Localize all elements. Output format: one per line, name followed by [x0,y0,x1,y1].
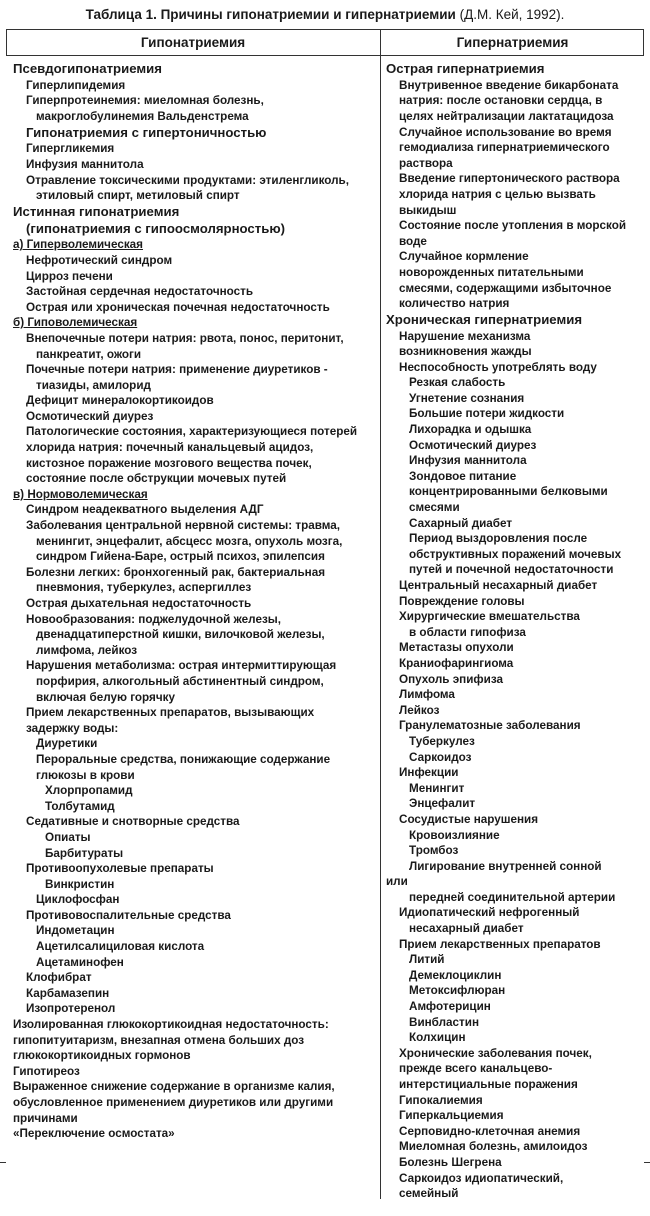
hypernatremia-line: Метастазы опухоли [399,641,514,655]
hypernatremia-line: Саркоидоз идиопатический, [399,1171,564,1185]
hyponatremia-line: Ацетилсалициловая кислота [36,940,205,954]
hyponatremia-line: «Переключение осмостата» [13,1127,175,1141]
hypernatremia-line: Винбластин [409,1015,480,1029]
hyponatremia-line: Противоопухолевые препараты [26,862,214,876]
hypernatremia-line: Идиопатический нефрогенный [399,906,580,920]
causes-table [6,29,644,1199]
hypernatremia-line: натрия: после остановки сердца, в [399,94,603,108]
hyponatremia-line: в) Нормоволемическая [13,487,148,501]
hypernatremia-line: Неспособность употреблять воду [399,360,597,374]
hypernatremia-line: обструктивных поражений мочевых [409,547,622,561]
hyponatremia-line: обусловленное применением диуретиков или другими [13,1096,334,1109]
hypernatremia-line: выкидыш [399,203,457,217]
hypernatremia-line: Серповидно-клеточная анемия [399,1124,581,1138]
hypernatremia-line: воде [399,234,427,248]
hyponatremia-line: Циклофосфан [36,893,120,907]
hyponatremia-line: Синдром неадекватного выделения АДГ [26,503,264,517]
hypernatremia-line: Лимфома [399,688,455,702]
hypernatremia-line: Лихорадка и одышка [409,423,532,437]
hypernatremia-line: Период выздоровления после [409,532,588,546]
hyponatremia-line: Диуретики [36,737,98,751]
hypernatremia-line: смесями [409,501,460,515]
hypernatremia-line: путей и почечной недостаточности [409,563,614,577]
bottom-rule-left [0,1162,6,1163]
hypernatremia-line: Угнетение сознания [409,391,525,405]
hypernatremia-line: Зондовое питание [409,469,517,483]
hyponatremia-line: пневмония, туберкулез, аспергиллез [36,581,252,595]
hyponatremia-line: Гипергликемия [26,142,115,156]
hypernatremia-line: Метоксифлюран [409,984,506,998]
hypernatremia-line: Состояние после утопления в морской [399,219,627,233]
hyponatremia-heading: Истинная гипонатриемия [13,203,180,219]
hyponatremia-line: менингит, энцефалит, абсцесс мозга, опухоль мозга, [36,534,343,548]
hypernatremia-line: раствора [399,156,453,170]
hypernatremia-line: Сахарный диабет [409,516,513,530]
hypernatremia-line: Кровоизлияние [409,828,500,842]
hyponatremia-line: причинами [13,1111,78,1125]
hyponatremia-line: Гиперпротеинемия: миеломная болезнь, [26,94,264,108]
hypernatremia-line: Амфотерицин [409,1000,491,1014]
hypernatremia-line: Прием лекарственных препаратов [399,937,601,951]
hyponatremia-line: Острая или хроническая почечная недостаточность [26,300,330,314]
hyponatremia-line: включая белую горячку [36,690,175,704]
hypernatremia-line: хлорида натрия с целью вызвать [399,187,596,201]
hyponatremia-heading: Гипонатриемия с гипертоничностью [26,124,267,140]
hyponatremia-column [13,61,377,1142]
hyponatremia-line: Противовоспалительные средства [26,908,231,922]
hyponatremia-line: состояние после обструкции мочевых путей [26,472,287,486]
hyponatremia-line: панкреатит, ожоги [36,347,142,361]
hyponatremia-line: Болезни легких: бронхогенный рак, бактериальная [26,565,326,579]
hypernatremia-line: Сосудистые нарушения [399,812,539,826]
hyponatremia-line: синдром Гийена-Баре, острый психоз, эпилепсия [36,550,325,564]
hyponatremia-line: Осмотический диурез [26,409,154,423]
hypernatremia-line: смесями, содержащими избыточное [399,281,612,295]
hyponatremia-line: Дефицит минералокортикоидов [26,394,214,408]
hyponatremia-line: Хлорпропамид [45,784,133,798]
hyponatremia-line: б) Гиповолемическая [13,316,138,330]
hypernatremia-line: Туберкулез [409,734,475,748]
hyponatremia-line: макроглобулинемия Вальденстрема [36,109,249,123]
hypernatremia-line: Демеклоциклин [409,968,502,982]
hypernatremia-line: в области гипофиза [409,625,526,639]
hypernatremia-line: целях нейтрализации лактатацидоза [399,109,614,123]
hyponatremia-line: Почечные потери натрия: применение диуретиков - [26,363,328,377]
hyponatremia-line: Острая дыхательная недостаточность [26,597,252,610]
hyponatremia-line: этиловый спирт, метиловый спирт [36,189,240,203]
hypernatremia-line: Большие потери жидкости [409,407,565,421]
hypernatremia-column [386,61,642,1202]
hyponatremia-line: двенадцатиперстной кишки, вилочковой железы, [36,628,325,642]
hyponatremia-line: хлорида натрия: почечный канальцевый ацидоз, [26,441,314,455]
hyponatremia-line: Цирроз печени [26,269,113,283]
hyponatremia-line: Выраженное снижение содержание в организме калия, [13,1080,335,1094]
hypernatremia-line: возникновения жажды [399,345,532,359]
hypernatremia-line: Болезнь Шегрена [399,1155,502,1169]
hypernatremia-line: количество натрия [399,297,510,311]
bottom-rule-right [644,1162,650,1163]
hypernatremia-line: концентрированными белковыми [409,485,608,499]
hypernatremia-line: несахарный диабет [409,922,524,936]
hypernatremia-line: Колхицин [409,1031,466,1045]
hyponatremia-line: Пероральные средства, понижающие содержание [36,752,331,766]
header-hyponatremia: Гипонатриемия [6,30,380,56]
hyponatremia-line: Индометацин [36,924,115,938]
hypernatremia-line: Саркоидоз [409,750,472,764]
hypernatremia-line: Краниофарингиома [399,656,514,670]
hypernatremia-line: новорожденных питательными [399,265,584,279]
hypernatremia-line: Лигирование внутренней сонной [409,859,602,873]
hyponatremia-line: лимфома, лейкоз [36,643,138,657]
hyponatremia-line: Внепочечные потери натрия: рвота, понос, перитонит, [26,331,344,345]
hyponatremia-line: Седативные и снотворные средства [26,815,240,829]
hypernatremia-line: Хирургические вмешательства [399,610,580,624]
hypernatremia-line: прежде всего канальцево- [399,1062,553,1076]
hyponatremia-line: Инфузия маннитола [26,157,144,171]
hypernatremia-line: Гиперкальциемия [399,1109,504,1123]
hypernatremia-line: Случайное использование во время [399,125,612,139]
hypernatremia-line: Миеломная болезнь, амилоидоз [399,1140,588,1154]
hypernatremia-line: Менингит [409,781,465,795]
table-caption-source: (Д.М. Кей, 1992). [455,7,565,22]
hyponatremia-line: Патологические состояния, характеризующиеся потерей [26,425,358,439]
hypernatremia-line: Гранулематозные заболевания [399,719,581,733]
hyponatremia-line: Карбамазепин [26,986,110,1000]
hypernatremia-line: семейный [399,1187,459,1201]
column-divider [380,30,381,1199]
hypernatremia-line: Нарушение механизма [399,329,531,343]
hypernatremia-heading: Хроническая гипернатриемия [386,311,583,327]
hypernatremia-line: Введение гипертонического раствора [399,172,620,186]
hyponatremia-line: Заболевания центральной нервной системы: травма, [26,519,341,533]
header-hypernatremia: Гипернатриемия [381,30,644,56]
hyponatremia-line: Изопротеренол [26,1002,116,1016]
table-caption [0,6,650,24]
hyponatremia-line: задержку воды: [26,721,119,735]
hypernatremia-line: Центральный несахарный диабет [399,579,598,592]
hypernatremia-line: Хронические заболевания почек, [399,1046,592,1060]
hypernatremia-line: Внутривенное введение бикарбоната [399,78,619,92]
hyponatremia-line: Толбутамид [45,799,115,813]
hyponatremia-line: Прием лекарственных препаратов, вызывающих [26,706,315,720]
hyponatremia-line: Клофибрат [26,971,92,985]
hypernatremia-line: Повреждение головы [399,594,525,608]
hyponatremia-line: Изолированная глюкокортикоидная недостаточность: [13,1018,329,1032]
hypernatremia-line: передней соединительной артерии [409,890,616,904]
hyponatremia-line: Гипотиреоз [13,1064,80,1078]
hypernatremia-line: Опухоль эпифиза [399,672,503,686]
hyponatremia-line: тиазиды, амилорид [36,378,151,392]
hyponatremia-line: гипопитуитаризм, внезапная отмена больших доз [13,1033,305,1047]
hyponatremia-line: а) Гиперволемическая [13,238,143,252]
hyponatremia-heading: Псевдогипонатриемия [13,61,162,76]
hyponatremia-line: Ацетаминофен [36,955,124,969]
hyponatremia-line: кистозное поражение мозгового вещества почек, [26,456,312,470]
hypernatremia-line: гемодиализа гипернатриемического [399,141,610,155]
hyponatremia-line: Нарушения метаболизма: острая интермиттирующая [26,659,337,673]
hypernatremia-line: Осмотический диурез [409,438,537,452]
hypernatremia-line: Тромбоз [409,844,459,858]
hypernatremia-line: Лейкоз [399,703,440,717]
hyponatremia-line: Нефротический синдром [26,253,173,267]
hyponatremia-line: Барбитураты [45,846,124,860]
hypernatremia-line: Случайное кормление [399,250,529,264]
hyponatremia-line: Застойная сердечная недостаточность [26,285,254,299]
hypernatremia-line: или [386,875,408,889]
hypernatremia-line: интерстициальные поражения [399,1078,578,1091]
hyponatremia-line: Опиаты [45,830,91,844]
hyponatremia-line: Отравление токсическими продуктами: этиленгликоль, [26,173,349,187]
table-caption-title: Таблица 1. Причины гипонатриемии и гипернатриемии [85,7,456,22]
hypernatremia-line: Энцефалит [409,797,476,811]
hypernatremia-heading: Острая гипернатриемия [386,61,545,76]
hypernatremia-line: Инфузия маннитола [409,454,527,468]
hyponatremia-line: Гиперлипидемия [26,78,126,92]
hyponatremia-line: глюкокортикоидных гормонов [13,1049,191,1063]
hypernatremia-line: Инфекции [399,766,459,780]
hyponatremia-line: Винкристин [45,877,115,891]
hypernatremia-line: Литий [409,953,445,967]
hyponatremia-line: Новообразования: поджелудочной железы, [26,612,281,626]
hyponatremia-line: глюкозы в крови [36,768,135,782]
hyponatremia-heading: (гипонатриемия с гипоосмолярностью) [26,220,285,236]
hypernatremia-line: Гипокалиемия [399,1093,483,1107]
hypernatremia-line: Резкая слабость [409,376,506,390]
hyponatremia-line: порфирия, алкогольный абстинентный синдром, [36,674,324,688]
